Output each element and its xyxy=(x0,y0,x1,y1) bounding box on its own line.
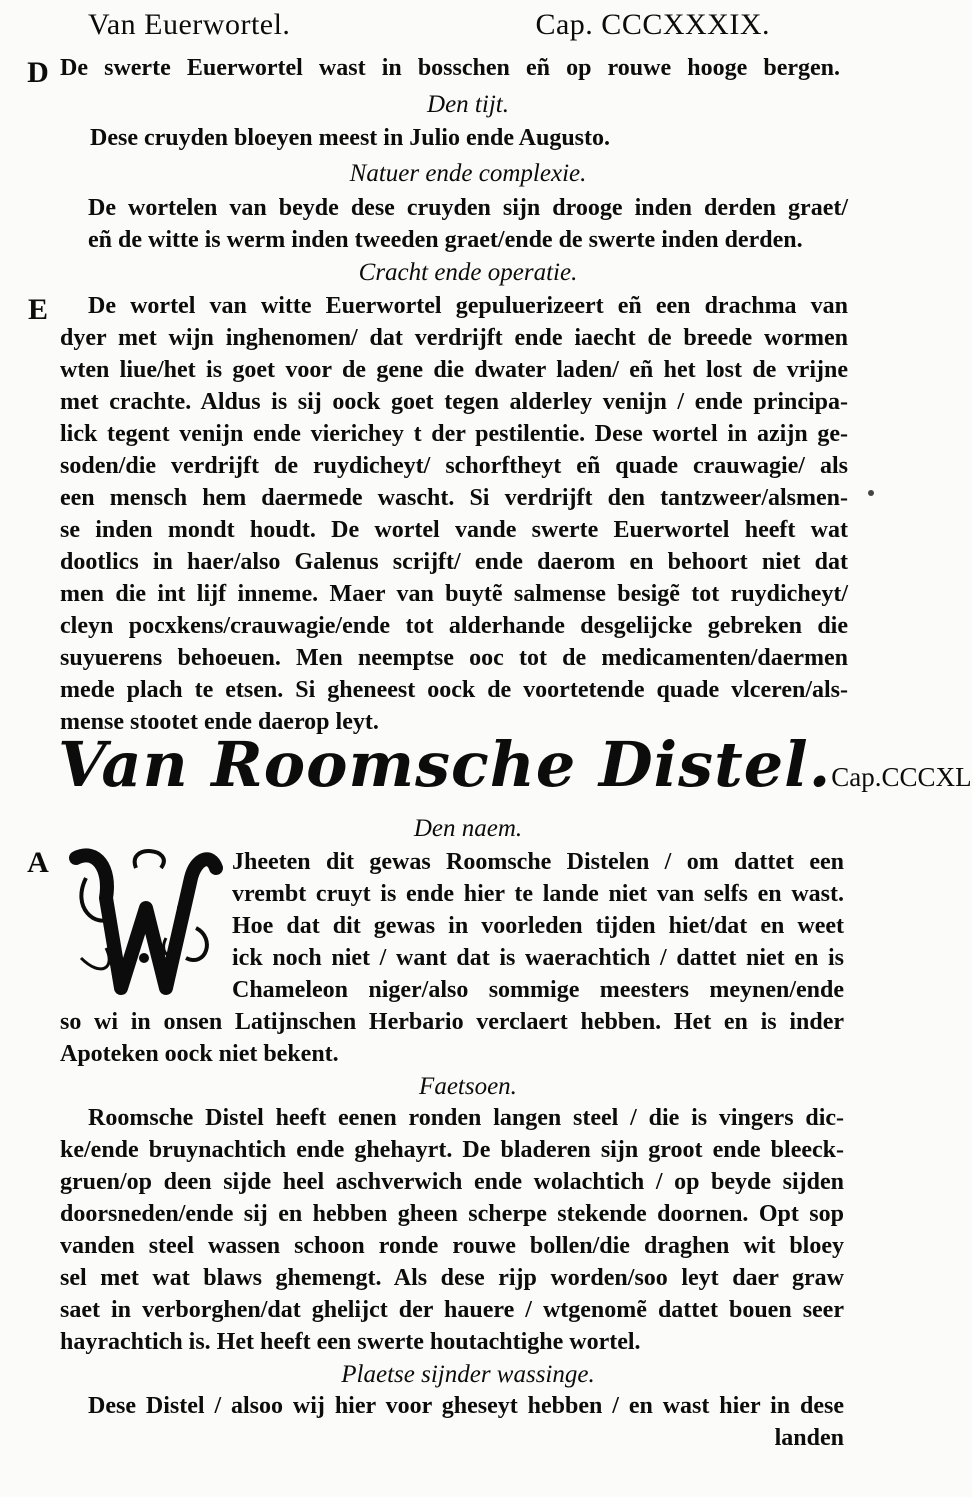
power-line: cleyn pocxkens/crauwagie/ende tot alderhande desgelijcke gebreken die xyxy=(60,613,848,639)
name-line: vrembt cruyt is ende hier te lande niet van selfs en wast. xyxy=(232,881,844,907)
catchword: landen xyxy=(774,1425,844,1451)
running-header xyxy=(88,8,770,48)
chapter-title: Van Roomsche Distel. xyxy=(58,728,832,801)
habitat-line: De swerte Euerwortel wast in bosschen eñ op rouwe hooge bergen. xyxy=(60,55,840,81)
header-chapter: Cap. CCCXXXIX. xyxy=(535,8,770,41)
nature-line-1: De wortelen van beyde dese cruyden sijn drooge inden derden graet/ xyxy=(88,195,848,221)
power-heading: Cracht ende operatie. xyxy=(358,259,578,286)
chapter-number: Cap.CCCXL xyxy=(831,762,972,792)
shape-line: vanden steel wassen schoon ronde rouwe bollen/die draghen wit bloey xyxy=(60,1233,844,1259)
power-line: mense stootet ende daerop leyt. xyxy=(60,709,379,735)
shape-line: saet in verborghen/dat ghelijct der hauere / wtgenomẽ dattet bouen seer xyxy=(60,1297,844,1323)
name-heading: Den naem. xyxy=(413,815,523,842)
power-line: se inden mondt houdt. De wortel vande swerte Euerwortel heeft wat xyxy=(60,517,848,543)
shape-line: ke/ende bruynachtich ende ghehayrt. De bladeren sijn groot ende bleeck- xyxy=(60,1137,844,1163)
decorated-initial-w-svg xyxy=(66,838,224,1008)
chapter-title-row xyxy=(58,728,972,818)
name-line: Apoteken oock niet bekent. xyxy=(60,1041,339,1067)
name-line: so wi in onsen Latijnschen Herbario verclaert hebben. Het en is inder xyxy=(60,1009,844,1035)
margin-letter-e: E xyxy=(27,293,48,326)
nature-heading: Natuer ende complexie. xyxy=(349,160,587,187)
nature-line-2: eñ de witte is werm inden tweeden graet/ende de swerte inden derden. xyxy=(88,227,803,253)
power-line: dyer met wijn inghenomen/ dat verdrijft ende iaecht de breede wormen xyxy=(60,325,848,351)
margin-letter-d: D xyxy=(27,56,49,89)
power-line: men die int lijf inneme. Maer van buytẽ salmense besigẽ tot ruydicheyt/ xyxy=(60,581,848,607)
name-line: ick noch niet / want dat is waerachtich / dattet niet en is xyxy=(232,945,844,971)
power-line: lick tegent venijn ende vierichey t der pestilentie. Dese wortel in azijn ge- xyxy=(60,421,848,447)
shape-line: Roomsche Distel heeft eenen ronden langen steel / die is vingers dic- xyxy=(88,1105,844,1131)
power-line: mede plach te etsen. Si gheneest oock de voortetende quade vlceren/als- xyxy=(60,677,848,703)
power-line: suyuerens behoeuen. Men neemptse ooc tot de medicamenten/daermen xyxy=(60,645,848,671)
decorated-initial-w xyxy=(66,838,224,1008)
shape-line: hayrachtich is. Het heeft een swerte houtachtighe wortel. xyxy=(60,1329,641,1355)
shape-line: doorsneden/ende sij en hebben gheen scherpe stekende doornen. Opt sop xyxy=(60,1201,844,1227)
shape-line: gruen/op deen sijde heel aschverwich ende wolachtich / op beyde sijden xyxy=(60,1169,844,1195)
place-line: Dese Distel / alsoo wij hier voor gheseyt hebben / en wast hier in dese xyxy=(88,1393,844,1419)
power-line: soden/die verdrijft de ruydicheyt/ schorftheyt eñ quade crauwagie/ als xyxy=(60,453,848,479)
ink-speck xyxy=(868,490,874,496)
name-line: Jheeten dit gewas Roomsche Distelen / om dattet een xyxy=(232,849,844,875)
power-line: De wortel van witte Euerwortel gepuluerizeert eñ een drachma van xyxy=(88,293,848,319)
margin-letter-a: A xyxy=(27,846,49,879)
shape-line: sel met wat blaws ghemengt. Als dese rijp worden/soo leyt daer graw xyxy=(60,1265,844,1291)
header-title: Van Euerwortel. xyxy=(88,8,291,41)
time-text: Dese cruyden bloeyen meest in Julio ende Augusto. xyxy=(90,125,611,151)
power-line: een mensch hem daermede wascht. Si verdrijft den tantzweer/alsmen- xyxy=(60,485,848,511)
place-heading: Plaetse sijnder wassinge. xyxy=(341,1361,595,1388)
shape-heading: Faetsoen. xyxy=(419,1073,517,1100)
name-line: Hoe dat dit gewas in voorleden tijden hiet/dat en weet xyxy=(232,913,844,939)
power-line: wten liue/het is goet voor de gene die dwater laden/ eñ het lost de vrijne xyxy=(60,357,848,383)
power-line: dootlics in haer/also Galenus scrijft/ ende daerom en behoort niet dat xyxy=(60,549,848,575)
time-heading: Den tijt. xyxy=(427,91,509,118)
power-line: met crachte. Aldus is sij oock goet tegen alderley venijn / ende principa- xyxy=(60,389,848,415)
name-line: Chameleon niger/also sommige meesters meynen/ende xyxy=(232,977,844,1003)
